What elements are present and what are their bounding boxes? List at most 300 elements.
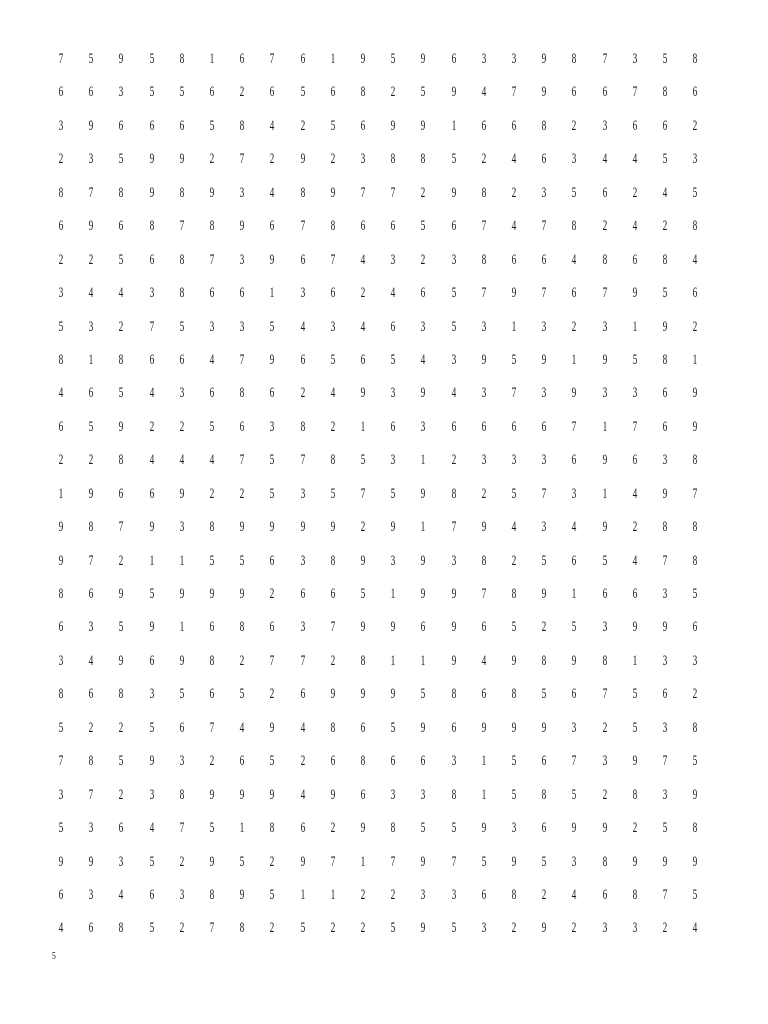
- digit-cell: 3: [572, 719, 577, 736]
- digit-cell: 6: [692, 619, 698, 636]
- digit-cell: 8: [451, 485, 456, 502]
- digit-cell: 2: [119, 552, 124, 569]
- digit-cell: 2: [270, 151, 275, 168]
- digit-cell: 9: [421, 920, 426, 937]
- digit-cell: 5: [632, 719, 638, 736]
- digit-cell: 7: [541, 218, 547, 235]
- digit-cell: 6: [209, 385, 215, 402]
- digit-cell: 9: [662, 619, 668, 636]
- digit-cell: 6: [662, 418, 668, 435]
- digit-cell: 4: [632, 552, 638, 569]
- digit-cell: 4: [209, 452, 215, 469]
- digit-cell: 9: [421, 719, 426, 736]
- digit-cell: 8: [602, 853, 607, 870]
- digit-cell: 6: [239, 51, 245, 67]
- digit-cell: 7: [541, 485, 547, 502]
- digit-cell: 8: [662, 251, 668, 268]
- digit-cell: 3: [511, 51, 517, 67]
- digit-cell: 2: [692, 117, 698, 134]
- digit-cell: 8: [481, 251, 487, 268]
- digit-cell: 7: [360, 184, 366, 201]
- digit-cell: 3: [541, 519, 547, 536]
- digit-cell: 3: [602, 753, 607, 770]
- digit-cell: 9: [632, 285, 638, 302]
- digit-cell: 9: [481, 719, 487, 736]
- digit-cell: 5: [602, 552, 607, 569]
- digit-cell: 9: [330, 519, 336, 536]
- digit-cell: 1: [270, 285, 275, 302]
- digit-cell: 6: [602, 184, 607, 201]
- digit-cell: 5: [209, 552, 215, 569]
- digit-cell: 9: [300, 853, 305, 870]
- digit-cell: 9: [602, 351, 607, 368]
- digit-cell: 9: [390, 117, 396, 134]
- digit-cell: 5: [330, 485, 336, 502]
- digit-cell: 2: [481, 151, 487, 168]
- digit-cell: 6: [511, 418, 517, 435]
- digit-cell: 2: [270, 686, 275, 703]
- digit-cell: 3: [511, 452, 517, 469]
- digit-cell: 9: [602, 452, 607, 469]
- digit-cell: 1: [209, 51, 215, 67]
- digit-cell: 9: [541, 51, 547, 67]
- digit-cell: 2: [330, 652, 336, 669]
- digit-cell: 9: [119, 652, 124, 669]
- digit-cell: 8: [239, 385, 245, 402]
- digit-cell: 5: [541, 686, 547, 703]
- digit-cell: 5: [360, 452, 366, 469]
- digit-cell: 6: [602, 586, 607, 602]
- digit-cell: 3: [179, 385, 185, 402]
- digit-cell: 6: [421, 619, 426, 636]
- digit-cell: 9: [541, 920, 547, 937]
- digit-cell: 4: [511, 151, 517, 168]
- digit-cell: 6: [421, 753, 426, 770]
- digit-cell: 6: [58, 886, 64, 903]
- digit-cell: 1: [572, 586, 577, 602]
- digit-cell: 7: [270, 51, 275, 67]
- digit-cell: 7: [88, 786, 94, 803]
- digit-cell: 3: [451, 753, 456, 770]
- digit-cell: 6: [88, 920, 94, 937]
- digit-cell: 5: [179, 686, 185, 703]
- digit-cell: 6: [149, 652, 154, 669]
- digit-cell: 5: [511, 786, 517, 803]
- digit-cell: 2: [209, 753, 215, 770]
- digit-cell: 5: [511, 485, 517, 502]
- digit-cell: 9: [390, 519, 396, 536]
- digit-cell: 3: [481, 51, 487, 67]
- digit-cell: 2: [511, 552, 517, 569]
- digit-cell: 5: [149, 84, 154, 101]
- digit-cell: 5: [421, 84, 426, 101]
- page-number: 5: [52, 950, 56, 962]
- digit-cell: 6: [58, 84, 64, 101]
- digit-cell: 1: [330, 51, 336, 67]
- digit-cell: 5: [511, 351, 517, 368]
- digit-cell: 3: [300, 485, 305, 502]
- digit-cell: 1: [88, 351, 94, 368]
- digit-cell: 8: [602, 251, 607, 268]
- digit-cell: 3: [632, 920, 638, 937]
- digit-cell: 4: [692, 920, 698, 937]
- digit-cell: 6: [119, 117, 124, 134]
- digit-cell: 3: [390, 552, 396, 569]
- digit-cell: 3: [300, 552, 305, 569]
- digit-cell: 9: [58, 519, 64, 536]
- digit-cell: 5: [541, 853, 547, 870]
- digit-cell: 6: [209, 686, 215, 703]
- digit-cell: 7: [239, 452, 245, 469]
- digit-cell: 8: [119, 184, 124, 201]
- digit-cell: 2: [451, 452, 456, 469]
- digit-cell: 2: [58, 251, 64, 268]
- digit-cell: 1: [632, 318, 638, 335]
- digit-cell: 2: [632, 519, 638, 536]
- digit-cell: 3: [632, 385, 638, 402]
- digit-cell: 5: [572, 184, 577, 201]
- digit-cell: 9: [541, 586, 547, 602]
- digit-cell: 9: [632, 853, 638, 870]
- digit-cell: 1: [239, 820, 245, 837]
- digit-cell: 8: [481, 184, 487, 201]
- digit-cell: 7: [662, 753, 668, 770]
- digit-cell: 5: [662, 820, 668, 837]
- digit-cell: 6: [58, 218, 64, 235]
- digit-cell: 9: [330, 686, 336, 703]
- digit-cell: 6: [541, 820, 547, 837]
- digit-cell: 8: [179, 786, 185, 803]
- digit-cell: 8: [209, 519, 215, 536]
- digit-cell: 4: [239, 719, 245, 736]
- digit-cell: 2: [300, 753, 305, 770]
- digit-cell: 8: [179, 184, 185, 201]
- digit-cell: 9: [58, 552, 64, 569]
- digit-cell: 9: [239, 586, 245, 602]
- digit-cell: 5: [421, 820, 426, 837]
- digit-cell: 3: [602, 318, 607, 335]
- digit-cell: 4: [481, 652, 487, 669]
- digit-cell: 9: [602, 820, 607, 837]
- digit-cell: 5: [662, 51, 668, 67]
- digit-cell: 3: [451, 251, 456, 268]
- digit-cell: 8: [692, 218, 698, 235]
- digit-cell: 2: [179, 418, 185, 435]
- digit-cell: 3: [602, 117, 607, 134]
- digit-cell: 9: [270, 351, 275, 368]
- digit-cell: 4: [270, 184, 275, 201]
- digit-cell: 8: [511, 586, 517, 602]
- digit-cell: 9: [390, 686, 396, 703]
- digit-cell: 2: [239, 485, 245, 502]
- digit-cell: 3: [300, 285, 305, 302]
- digit-cell: 5: [451, 285, 456, 302]
- digit-cell: 9: [179, 586, 185, 602]
- digit-cell: 3: [481, 385, 487, 402]
- digit-cell: 6: [270, 84, 275, 101]
- digit-cell: 6: [239, 285, 245, 302]
- digit-cell: 2: [330, 820, 336, 837]
- digit-cell: 3: [390, 786, 396, 803]
- digit-cell: 6: [632, 251, 638, 268]
- digit-cell: 8: [602, 652, 607, 669]
- digit-cell: 8: [662, 351, 668, 368]
- digit-cell: 9: [300, 519, 305, 536]
- digit-cell: 6: [119, 485, 124, 502]
- digit-cell: 5: [270, 318, 275, 335]
- digit-cell: 2: [239, 84, 245, 101]
- digit-cell: 6: [572, 552, 577, 569]
- digit-cell: 7: [58, 51, 64, 67]
- digit-cell: 9: [421, 51, 426, 67]
- digit-cell: 1: [602, 485, 607, 502]
- digit-cell: 3: [330, 318, 336, 335]
- digit-cell: 2: [119, 318, 124, 335]
- digit-cell: 2: [209, 485, 215, 502]
- digit-cell: 6: [390, 753, 396, 770]
- digit-cell: 8: [239, 920, 245, 937]
- digit-cell: 9: [541, 351, 547, 368]
- digit-cell: 6: [360, 117, 366, 134]
- digit-cell: 6: [360, 351, 366, 368]
- digit-cell: 8: [209, 218, 215, 235]
- digit-cell: 3: [662, 586, 668, 602]
- digit-cell: 5: [270, 886, 275, 903]
- digit-cell: 6: [330, 586, 336, 602]
- digit-cell: 4: [119, 285, 124, 302]
- digit-cell: 9: [209, 184, 215, 201]
- digit-cell: 9: [88, 485, 94, 502]
- digit-cell: 5: [119, 151, 124, 168]
- digit-cell: 9: [421, 586, 426, 602]
- digit-cell: 7: [209, 920, 215, 937]
- digit-cell: 9: [179, 652, 185, 669]
- digit-cell: 3: [481, 318, 487, 335]
- digit-cell: 2: [692, 686, 698, 703]
- digit-cell: 8: [541, 786, 547, 803]
- digit-cell: 8: [421, 151, 426, 168]
- digit-cell: 5: [149, 51, 154, 67]
- digit-cell: 7: [662, 886, 668, 903]
- digit-cell: 7: [330, 853, 336, 870]
- digit-cell: 4: [300, 786, 305, 803]
- digit-cell: 9: [239, 218, 245, 235]
- digit-cell: 6: [300, 686, 305, 703]
- digit-cell: 9: [149, 519, 154, 536]
- digit-cell: 9: [58, 853, 64, 870]
- digit-cell: 9: [149, 184, 154, 201]
- digit-cell: 6: [179, 719, 185, 736]
- digit-cell: 5: [58, 719, 64, 736]
- digit-cell: 2: [662, 218, 668, 235]
- digit-cell: 2: [58, 151, 64, 168]
- digit-cell: 3: [179, 753, 185, 770]
- digit-cell: 7: [209, 719, 215, 736]
- digit-cell: 7: [300, 218, 305, 235]
- digit-cell: 6: [481, 886, 487, 903]
- digit-cell: 6: [390, 218, 396, 235]
- digit-cell: 7: [300, 452, 305, 469]
- digit-cell: 7: [330, 619, 336, 636]
- digit-cell: 8: [390, 151, 396, 168]
- digit-cell: 2: [209, 151, 215, 168]
- digit-cell: 1: [330, 886, 336, 903]
- digit-cell: 9: [88, 853, 94, 870]
- digit-cell: 8: [179, 251, 185, 268]
- digit-cell: 7: [390, 184, 396, 201]
- digit-cell: 9: [511, 285, 517, 302]
- digit-cell: 3: [390, 452, 396, 469]
- digit-cell: 2: [270, 853, 275, 870]
- digit-cell: 4: [572, 251, 577, 268]
- digit-cell: 8: [88, 753, 94, 770]
- digit-cell: 6: [451, 51, 456, 67]
- digit-cell: 6: [541, 151, 547, 168]
- digit-cell: 3: [421, 318, 426, 335]
- digit-cell: 4: [602, 151, 607, 168]
- digit-cell: 7: [88, 552, 94, 569]
- digit-cell: 6: [270, 619, 275, 636]
- digit-cell: 9: [541, 719, 547, 736]
- digit-cell: 2: [119, 719, 124, 736]
- digit-cell: 3: [481, 452, 487, 469]
- digit-cell: 4: [662, 184, 668, 201]
- digit-cell: 9: [421, 485, 426, 502]
- digit-cell: 9: [149, 619, 154, 636]
- digit-cell: 1: [58, 485, 64, 502]
- digit-cell: 9: [511, 853, 517, 870]
- digit-cell: 5: [270, 753, 275, 770]
- digit-cell: 1: [421, 519, 426, 536]
- digit-cell: 3: [541, 318, 547, 335]
- digit-cell: 6: [602, 886, 607, 903]
- digit-cell: 3: [541, 452, 547, 469]
- digit-cell: 9: [451, 586, 456, 602]
- digit-cell: 3: [541, 184, 547, 201]
- digit-cell: 6: [149, 251, 154, 268]
- digit-cell: 4: [330, 385, 336, 402]
- digit-cell: 6: [511, 251, 517, 268]
- digit-cell: 6: [481, 686, 487, 703]
- digit-cell: 4: [119, 886, 124, 903]
- digit-cell: 1: [692, 351, 698, 368]
- digit-cell: 8: [330, 218, 336, 235]
- digit-cell: 3: [662, 452, 668, 469]
- digit-cell: 8: [451, 686, 456, 703]
- digit-cell: 6: [149, 485, 154, 502]
- digit-cell: 2: [360, 285, 366, 302]
- digit-cell: 7: [179, 820, 185, 837]
- digit-cell: 6: [632, 117, 638, 134]
- digit-cell: 5: [209, 117, 215, 134]
- digit-cell: 8: [572, 218, 577, 235]
- digit-cell: 7: [209, 251, 215, 268]
- digit-cell: 6: [149, 886, 154, 903]
- digit-cell: 3: [421, 418, 426, 435]
- digit-cell: 3: [662, 652, 668, 669]
- digit-cell: 8: [692, 51, 698, 67]
- digit-cell: 9: [270, 251, 275, 268]
- digit-cell: 7: [451, 519, 456, 536]
- digit-cell: 5: [692, 184, 698, 201]
- digit-cell: 6: [481, 418, 487, 435]
- digit-cell: 6: [179, 117, 185, 134]
- digit-cell: 8: [360, 652, 366, 669]
- digit-cell: 8: [179, 285, 185, 302]
- digit-cell: 6: [300, 51, 305, 67]
- digit-cell: 6: [451, 418, 456, 435]
- digit-cell: 9: [149, 151, 154, 168]
- digit-cell: 1: [179, 552, 185, 569]
- digit-cell: 9: [360, 686, 366, 703]
- digit-cell: 8: [88, 519, 94, 536]
- digit-cell: 5: [541, 552, 547, 569]
- digit-cell: 2: [390, 886, 396, 903]
- digit-cell: 3: [58, 652, 64, 669]
- digit-cell: 5: [300, 920, 305, 937]
- digit-cell: 9: [481, 519, 487, 536]
- digit-cell: 5: [119, 251, 124, 268]
- digit-cell: 5: [511, 753, 517, 770]
- digit-cell: 5: [390, 51, 396, 67]
- digit-cell: 5: [662, 285, 668, 302]
- digit-cell: 3: [421, 786, 426, 803]
- digit-cell: 4: [632, 151, 638, 168]
- digit-cell: 5: [88, 418, 94, 435]
- digit-cell: 3: [179, 886, 185, 903]
- digit-cell: 4: [511, 218, 517, 235]
- digit-cell: 2: [88, 452, 94, 469]
- digit-cell: 8: [451, 786, 456, 803]
- digit-cell: 9: [692, 385, 698, 402]
- digit-cell: 9: [239, 786, 245, 803]
- digit-cell: 9: [239, 519, 245, 536]
- digit-cell: 9: [662, 485, 668, 502]
- digit-cell: 6: [572, 452, 577, 469]
- digit-cell: 5: [149, 586, 154, 602]
- digit-cell: 7: [511, 385, 517, 402]
- digit-cell: 6: [541, 753, 547, 770]
- digit-cell: 6: [330, 753, 336, 770]
- digit-cell: 1: [421, 652, 426, 669]
- digit-cell: 4: [209, 351, 215, 368]
- digit-cell: 2: [541, 886, 547, 903]
- digit-cell: 4: [451, 385, 456, 402]
- digit-cell: 3: [360, 151, 366, 168]
- digit-cell: 8: [632, 786, 638, 803]
- digit-cell: 2: [360, 886, 366, 903]
- digit-cell: 7: [572, 418, 577, 435]
- digit-cell: 9: [330, 184, 336, 201]
- digit-cell: 8: [360, 84, 366, 101]
- digit-cell: 6: [300, 820, 305, 837]
- digit-cell: 1: [149, 552, 154, 569]
- digit-cell: 6: [360, 218, 366, 235]
- digit-cell: 3: [88, 151, 94, 168]
- digit-cell: 6: [421, 285, 426, 302]
- digit-cell: 2: [602, 719, 607, 736]
- digit-cell: 9: [572, 652, 577, 669]
- digit-cell: 6: [602, 84, 607, 101]
- digit-cell: 8: [390, 820, 396, 837]
- digit-cell: 7: [602, 51, 607, 67]
- digit-cell: 3: [572, 151, 577, 168]
- digit-cell: 8: [209, 886, 215, 903]
- digit-cell: 1: [390, 652, 396, 669]
- digit-cell: 8: [58, 686, 64, 703]
- digit-cell: 5: [632, 351, 638, 368]
- digit-cell: 6: [662, 385, 668, 402]
